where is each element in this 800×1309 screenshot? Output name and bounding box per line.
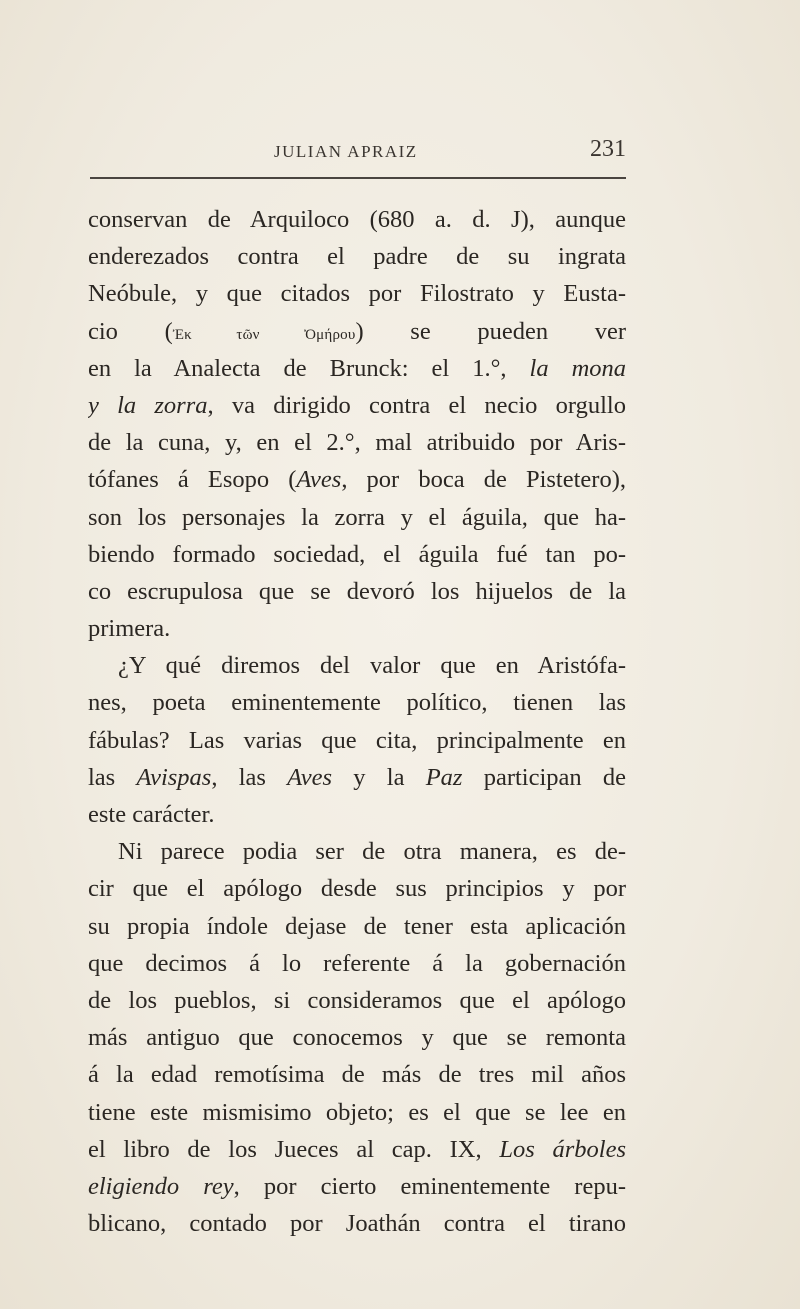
text-line: su propia índole dejase de tener esta aplicación [88,912,626,940]
italic-title: la mona [529,354,626,382]
text-line: las Avispas, las Aves y la Paz participan de [88,763,626,791]
greek-citation: Ἐκ τῶν Ὀμήρου [172,326,356,343]
text-line: nes, poeta eminentemente político, tienen las [88,689,626,717]
text-line: biendo formado sociedad, el águila fué tan po- [88,540,626,568]
text-line: este carácter. [88,801,215,828]
italic-title: eligiendo rey [88,1172,234,1200]
text-line: y la zorra, va dirigido contra el necio orgullo [88,391,626,419]
paragraph-start: ¿Y qué diremos del valor que en Aristófa- [118,652,626,680]
italic-title: Paz [425,763,463,791]
header-rule [90,177,626,179]
text-line: de los pueblos, si consideramos que el apólogo [88,986,626,1014]
body-text [88,201,626,1242]
running-title: JULIAN APRAIZ [274,142,418,161]
text-line: cir que el apólogo desde sus principios y por [88,875,626,903]
running-head [88,136,626,170]
paragraph-start: Ni parece podia ser de otra manera, es de- [118,838,626,866]
text-line: son los personajes la zorra y el águila, que ha- [88,503,626,531]
text-line: de la cuna, y, en el 2.°, mal atribuido por Aris- [88,429,626,457]
text-line: co escrupulosa que se devoró los hijuelos de la [88,577,626,605]
text-line: á la edad remotísima de más de tres mil años [88,1061,626,1089]
text-line: blicano, contado por Joathán contra el tirano [88,1210,626,1238]
italic-title: Los árboles [499,1135,626,1163]
text-line: más antiguo que conocemos y que se remonta [88,1024,626,1052]
text-line: que decimos á lo referente á la gobernación [88,949,626,977]
text-line: enderezados contra el padre de su ingrata [88,243,626,271]
text-line: eligiendo rey, por cierto eminentemente repu- [88,1172,626,1200]
text-line: conservan de Arquiloco (680 a. d. J), aunque [88,206,626,233]
text-line: Neóbule, y que citados por Filostrato y Eusta- [88,280,626,308]
text-line: fábulas? Las varias que cita, principalmente en [88,726,626,754]
page-number: 231 [590,136,626,162]
italic-title: Avispas [136,763,212,791]
italic-title: y la zorra [88,391,208,419]
italic-title: Aves [287,763,333,791]
text-line: en la Analecta de Brunck: el 1.°, la mona [88,354,626,382]
text-line: cio (Ἐκ τῶν Ὀμήρου) se pueden ver [88,317,626,345]
text-line: tófanes á Esopo (Aves, por boca de Pistetero), [88,466,626,494]
text-line: tiene este mismisimo objeto; es el que se lee en [88,1098,626,1126]
italic-title: Aves [296,466,342,494]
text-line: el libro de los Jueces al cap. IX, Los árboles [88,1135,626,1163]
text-line: primera. [88,615,171,643]
